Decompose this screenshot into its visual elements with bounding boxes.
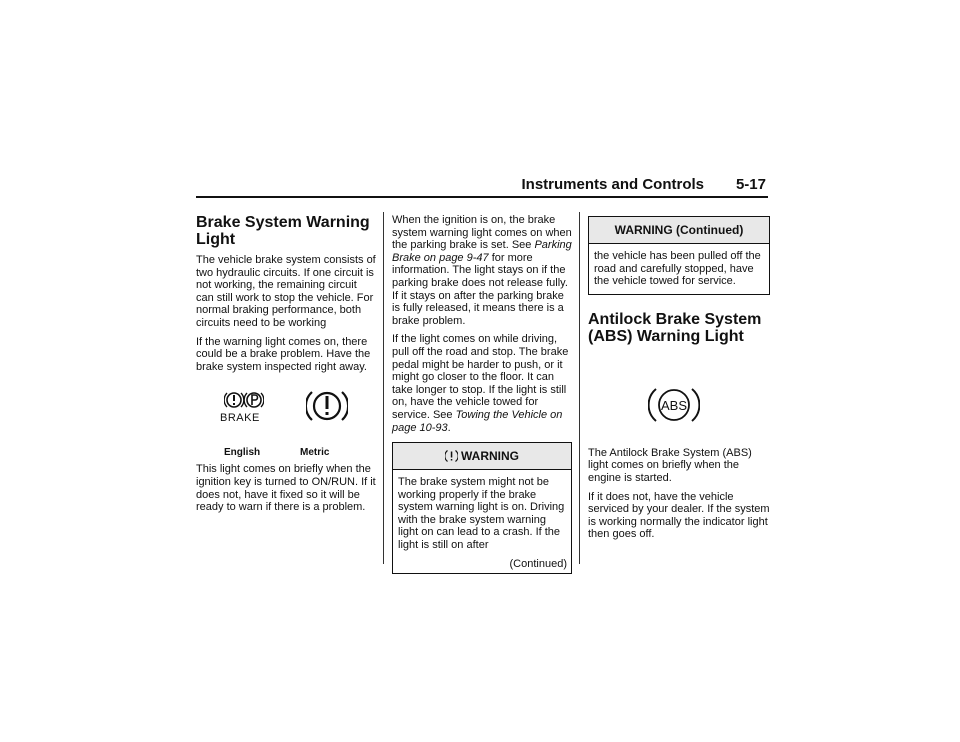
brake-label: BRAKE (220, 412, 260, 425)
warning-box (392, 442, 572, 574)
warning-text: the vehicle has been pulled off the road and carefully stopped, have the vehicle towed for service. (594, 250, 761, 288)
warning-continued-box (588, 216, 770, 295)
warning-title: WARNING (461, 449, 519, 464)
cross-reference-link[interactable]: Parking Brake on page 9-47 (392, 239, 572, 264)
warning-header (393, 443, 571, 470)
paragraph: This light comes on briefly when the ignition key is turned to ON/RUN. If it does not, have it fixed so it will be ready to warn if there is a problem. (196, 463, 376, 514)
caption-english: English (224, 447, 261, 459)
paragraph: When the ignition is on, the brake system warning light comes on when the parking brake is set. See Parking Brake on page 9-47 for more information. The light stays on if the parking brake does not release fully. If it stays on after the parking brake is fully released, it means there is a brake problem. (392, 214, 572, 327)
paragraph: The vehicle brake system consists of two hydraulic circuits. If one circuit is not working, the remaining circuit can still work to stop the vehicle. For normal braking performance, both circuits need to be working (196, 254, 376, 329)
warning-icon (445, 449, 458, 463)
warning-text: The brake system might not be working properly if the brake system warning light is on. Driving with the brake system warning light on can lead to a crash. If the light is still on after (398, 476, 565, 552)
page-number: 5-17 (735, 176, 766, 193)
abs-warning-heading: Antilock Brake System (ABS) Warning Light (588, 310, 762, 345)
paragraph: The Antilock Brake System (ABS) light comes on briefly when the engine is started. (588, 446, 752, 484)
brake-english-icon (224, 389, 264, 411)
paragraph: If the light comes on while driving, pull off the road and stop. The brake pedal might be harder to push, or it might go closer to the floor. It can take longer to stop. If the light is still on, have the vehicle towed for service. See Towing the Vehicle on page 10-93. (392, 333, 569, 434)
caption-metric: Metric (300, 447, 330, 459)
brake-metric-icon (306, 387, 348, 425)
section-title: Instruments and Controls (521, 176, 704, 193)
brake-warning-heading: Brake System Warning Light (196, 214, 370, 248)
abs-warning-icon (648, 385, 700, 425)
column-1 (196, 214, 376, 520)
column-divider (383, 212, 384, 564)
continued-label: (Continued) (509, 557, 567, 570)
warning-body (393, 470, 571, 556)
brake-icons-figure (196, 385, 376, 463)
page-header (196, 176, 768, 198)
warning-continued-header: WARNING (Continued) (589, 217, 769, 244)
abs-icon-label: ABS (660, 397, 688, 413)
cross-reference-link[interactable]: Towing the Vehicle on page 10-93 (392, 408, 563, 434)
paragraph: If it does not, have the vehicle serviced by your dealer. If the system is working normally the indicator light then goes off. (588, 490, 770, 541)
column-divider (579, 212, 580, 564)
warning-continued-body (589, 244, 769, 294)
column-2 (392, 214, 572, 574)
paragraph: If the warning light comes on, there could be a brake problem. Have the brake system inspected right away. (196, 335, 371, 373)
column-3 (588, 214, 770, 547)
